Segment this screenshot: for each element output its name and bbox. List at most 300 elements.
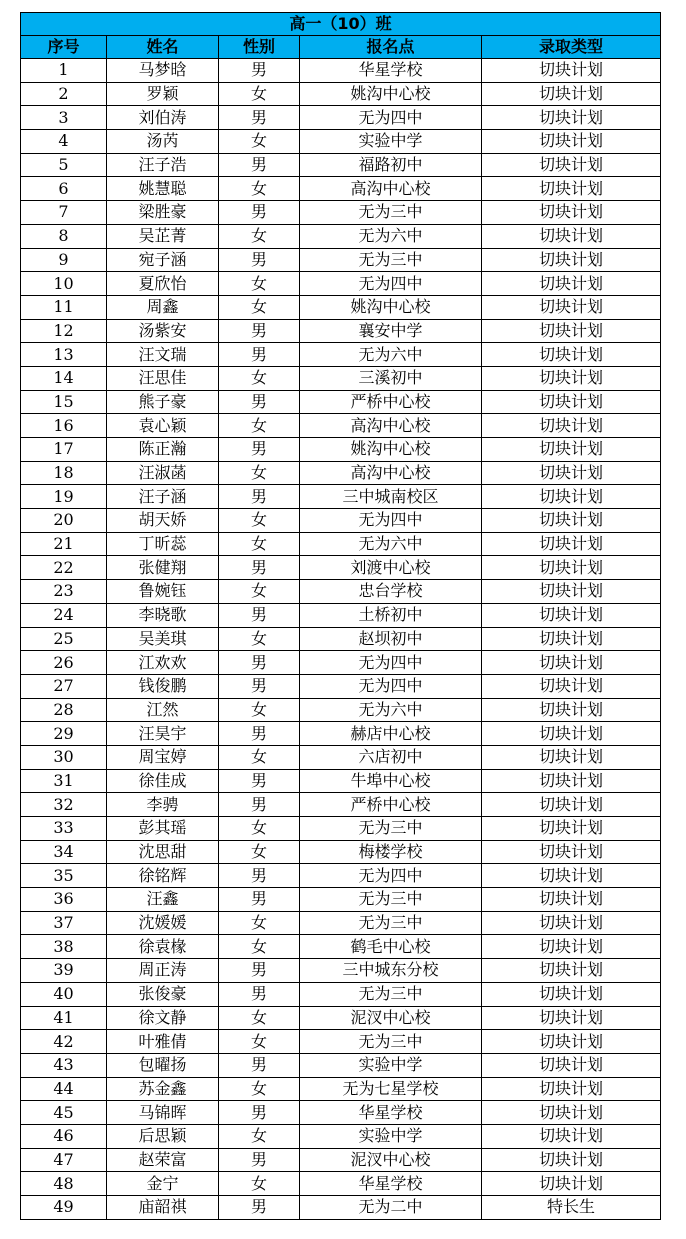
cell-gender: 女 bbox=[219, 366, 300, 390]
cell-index: 1 bbox=[21, 59, 107, 83]
table-title: 高一（10）班 bbox=[21, 13, 661, 36]
cell-admission-type: 切块计划 bbox=[482, 911, 661, 935]
cell-gender: 女 bbox=[219, 224, 300, 248]
table-row bbox=[21, 295, 661, 319]
cell-registration-site: 福路初中 bbox=[300, 153, 482, 177]
cell-gender: 女 bbox=[219, 1077, 300, 1101]
cell-admission-type: 切块计划 bbox=[482, 603, 661, 627]
cell-admission-type: 切块计划 bbox=[482, 414, 661, 438]
cell-admission-type: 切块计划 bbox=[482, 366, 661, 390]
table-row bbox=[21, 532, 661, 556]
cell-admission-type: 切块计划 bbox=[482, 580, 661, 604]
cell-registration-site: 无为六中 bbox=[300, 532, 482, 556]
cell-index: 26 bbox=[21, 651, 107, 675]
cell-registration-site: 忠台学校 bbox=[300, 580, 482, 604]
cell-name: 徐文静 bbox=[107, 1006, 219, 1030]
cell-gender: 男 bbox=[219, 390, 300, 414]
cell-name: 李晓歌 bbox=[107, 603, 219, 627]
cell-name: 周鑫 bbox=[107, 295, 219, 319]
cell-gender: 女 bbox=[219, 627, 300, 651]
cell-admission-type: 切块计划 bbox=[482, 1006, 661, 1030]
cell-gender: 女 bbox=[219, 509, 300, 533]
cell-gender: 男 bbox=[219, 248, 300, 272]
cell-registration-site: 泥汊中心校 bbox=[300, 1148, 482, 1172]
cell-index: 31 bbox=[21, 769, 107, 793]
cell-admission-type: 切块计划 bbox=[482, 59, 661, 83]
table-row bbox=[21, 1101, 661, 1125]
cell-registration-site: 六店初中 bbox=[300, 745, 482, 769]
table-row bbox=[21, 603, 661, 627]
cell-name: 熊子豪 bbox=[107, 390, 219, 414]
table-row bbox=[21, 177, 661, 201]
cell-index: 12 bbox=[21, 319, 107, 343]
cell-admission-type: 切块计划 bbox=[482, 224, 661, 248]
cell-registration-site: 无为六中 bbox=[300, 343, 482, 367]
cell-admission-type: 切块计划 bbox=[482, 438, 661, 462]
cell-registration-site: 土桥初中 bbox=[300, 603, 482, 627]
cell-index: 10 bbox=[21, 272, 107, 296]
cell-name: 包曜扬 bbox=[107, 1053, 219, 1077]
table-row bbox=[21, 1196, 661, 1220]
cell-registration-site: 无为六中 bbox=[300, 224, 482, 248]
cell-registration-site: 严桥中心校 bbox=[300, 390, 482, 414]
table-row bbox=[21, 461, 661, 485]
cell-registration-site: 襄安中学 bbox=[300, 319, 482, 343]
table-row bbox=[21, 1006, 661, 1030]
table-header-row bbox=[21, 36, 661, 59]
cell-index: 5 bbox=[21, 153, 107, 177]
table-row bbox=[21, 959, 661, 983]
cell-registration-site: 无为四中 bbox=[300, 674, 482, 698]
cell-gender: 女 bbox=[219, 1006, 300, 1030]
cell-registration-site: 实验中学 bbox=[300, 1053, 482, 1077]
cell-registration-site: 无为三中 bbox=[300, 248, 482, 272]
cell-index: 41 bbox=[21, 1006, 107, 1030]
cell-admission-type: 切块计划 bbox=[482, 1030, 661, 1054]
cell-name: 徐佳成 bbox=[107, 769, 219, 793]
table-row bbox=[21, 153, 661, 177]
cell-name: 金宁 bbox=[107, 1172, 219, 1196]
cell-registration-site: 无为四中 bbox=[300, 651, 482, 675]
table-row bbox=[21, 769, 661, 793]
table-row bbox=[21, 888, 661, 912]
cell-gender: 女 bbox=[219, 840, 300, 864]
cell-admission-type: 切块计划 bbox=[482, 153, 661, 177]
cell-index: 35 bbox=[21, 864, 107, 888]
cell-gender: 女 bbox=[219, 911, 300, 935]
cell-admission-type: 切块计划 bbox=[482, 959, 661, 983]
cell-gender: 男 bbox=[219, 888, 300, 912]
table-row bbox=[21, 224, 661, 248]
cell-gender: 女 bbox=[219, 1172, 300, 1196]
cell-name: 胡天娇 bbox=[107, 509, 219, 533]
table-row bbox=[21, 130, 661, 154]
cell-index: 47 bbox=[21, 1148, 107, 1172]
cell-gender: 女 bbox=[219, 1030, 300, 1054]
column-header-registration-site: 报名点 bbox=[300, 36, 482, 59]
table-row bbox=[21, 414, 661, 438]
cell-gender: 女 bbox=[219, 580, 300, 604]
cell-gender: 男 bbox=[219, 1053, 300, 1077]
cell-index: 32 bbox=[21, 793, 107, 817]
cell-index: 2 bbox=[21, 82, 107, 106]
column-header-gender: 性别 bbox=[219, 36, 300, 59]
cell-index: 11 bbox=[21, 295, 107, 319]
cell-index: 25 bbox=[21, 627, 107, 651]
cell-index: 45 bbox=[21, 1101, 107, 1125]
cell-admission-type: 切块计划 bbox=[482, 651, 661, 675]
table-row bbox=[21, 59, 661, 83]
cell-gender: 女 bbox=[219, 130, 300, 154]
table-body bbox=[21, 59, 661, 1220]
cell-name: 后思颖 bbox=[107, 1124, 219, 1148]
cell-name: 叶雅倩 bbox=[107, 1030, 219, 1054]
cell-name: 梁胜豪 bbox=[107, 201, 219, 225]
cell-name: 吴美琪 bbox=[107, 627, 219, 651]
cell-registration-site: 牛埠中心校 bbox=[300, 769, 482, 793]
table-row bbox=[21, 509, 661, 533]
cell-index: 28 bbox=[21, 698, 107, 722]
table-row bbox=[21, 1030, 661, 1054]
cell-gender: 男 bbox=[219, 153, 300, 177]
cell-name: 李骋 bbox=[107, 793, 219, 817]
table-row bbox=[21, 935, 661, 959]
cell-gender: 女 bbox=[219, 817, 300, 841]
cell-gender: 男 bbox=[219, 343, 300, 367]
table-row bbox=[21, 343, 661, 367]
cell-gender: 男 bbox=[219, 1196, 300, 1220]
cell-registration-site: 无为四中 bbox=[300, 509, 482, 533]
cell-gender: 男 bbox=[219, 603, 300, 627]
cell-name: 江欢欢 bbox=[107, 651, 219, 675]
table-row bbox=[21, 745, 661, 769]
cell-registration-site: 三溪初中 bbox=[300, 366, 482, 390]
cell-index: 21 bbox=[21, 532, 107, 556]
cell-registration-site: 赵坝初中 bbox=[300, 627, 482, 651]
cell-admission-type: 切块计划 bbox=[482, 1101, 661, 1125]
cell-index: 9 bbox=[21, 248, 107, 272]
cell-name: 徐铭辉 bbox=[107, 864, 219, 888]
cell-admission-type: 切块计划 bbox=[482, 509, 661, 533]
cell-admission-type: 切块计划 bbox=[482, 201, 661, 225]
cell-index: 37 bbox=[21, 911, 107, 935]
cell-name: 汪子涵 bbox=[107, 485, 219, 509]
cell-admission-type: 切块计划 bbox=[482, 674, 661, 698]
cell-admission-type: 切块计划 bbox=[482, 1148, 661, 1172]
table-row bbox=[21, 651, 661, 675]
cell-registration-site: 高沟中心校 bbox=[300, 177, 482, 201]
cell-name: 马锦晖 bbox=[107, 1101, 219, 1125]
cell-index: 8 bbox=[21, 224, 107, 248]
cell-registration-site: 泥汊中心校 bbox=[300, 1006, 482, 1030]
table-row bbox=[21, 1053, 661, 1077]
cell-admission-type: 切块计划 bbox=[482, 319, 661, 343]
cell-registration-site: 无为四中 bbox=[300, 106, 482, 130]
column-header-admission-type: 录取类型 bbox=[482, 36, 661, 59]
cell-admission-type: 切块计划 bbox=[482, 793, 661, 817]
cell-gender: 女 bbox=[219, 532, 300, 556]
cell-admission-type: 切块计划 bbox=[482, 840, 661, 864]
cell-index: 48 bbox=[21, 1172, 107, 1196]
cell-gender: 男 bbox=[219, 674, 300, 698]
cell-admission-type: 切块计划 bbox=[482, 698, 661, 722]
cell-index: 38 bbox=[21, 935, 107, 959]
cell-name: 鲁婉钰 bbox=[107, 580, 219, 604]
cell-index: 34 bbox=[21, 840, 107, 864]
cell-index: 29 bbox=[21, 722, 107, 746]
table-row bbox=[21, 485, 661, 509]
cell-gender: 男 bbox=[219, 106, 300, 130]
cell-registration-site: 姚沟中心校 bbox=[300, 438, 482, 462]
column-header-index: 序号 bbox=[21, 36, 107, 59]
cell-gender: 男 bbox=[219, 201, 300, 225]
cell-name: 徐袁椽 bbox=[107, 935, 219, 959]
cell-index: 13 bbox=[21, 343, 107, 367]
table-row bbox=[21, 272, 661, 296]
table-row bbox=[21, 201, 661, 225]
cell-registration-site: 三中城南校区 bbox=[300, 485, 482, 509]
cell-index: 33 bbox=[21, 817, 107, 841]
cell-registration-site: 梅楼学校 bbox=[300, 840, 482, 864]
cell-admission-type: 切块计划 bbox=[482, 177, 661, 201]
cell-index: 39 bbox=[21, 959, 107, 983]
table-row bbox=[21, 627, 661, 651]
cell-registration-site: 三中城东分校 bbox=[300, 959, 482, 983]
cell-registration-site: 华星学校 bbox=[300, 59, 482, 83]
cell-index: 24 bbox=[21, 603, 107, 627]
cell-admission-type: 切块计划 bbox=[482, 461, 661, 485]
cell-gender: 男 bbox=[219, 793, 300, 817]
cell-name: 钱俊鹏 bbox=[107, 674, 219, 698]
cell-name: 宛子涵 bbox=[107, 248, 219, 272]
cell-name: 汤芮 bbox=[107, 130, 219, 154]
cell-registration-site: 姚沟中心校 bbox=[300, 295, 482, 319]
cell-gender: 女 bbox=[219, 295, 300, 319]
cell-name: 汪子浩 bbox=[107, 153, 219, 177]
cell-gender: 女 bbox=[219, 1124, 300, 1148]
cell-admission-type: 切块计划 bbox=[482, 888, 661, 912]
table-row bbox=[21, 366, 661, 390]
cell-name: 汪思佳 bbox=[107, 366, 219, 390]
cell-registration-site: 赫店中心校 bbox=[300, 722, 482, 746]
cell-index: 22 bbox=[21, 556, 107, 580]
cell-index: 19 bbox=[21, 485, 107, 509]
cell-admission-type: 切块计划 bbox=[482, 556, 661, 580]
cell-index: 17 bbox=[21, 438, 107, 462]
cell-registration-site: 高沟中心校 bbox=[300, 461, 482, 485]
cell-name: 周正涛 bbox=[107, 959, 219, 983]
cell-admission-type: 切块计划 bbox=[482, 343, 661, 367]
cell-name: 罗颖 bbox=[107, 82, 219, 106]
cell-index: 42 bbox=[21, 1030, 107, 1054]
cell-index: 18 bbox=[21, 461, 107, 485]
cell-index: 23 bbox=[21, 580, 107, 604]
table-row bbox=[21, 674, 661, 698]
cell-gender: 女 bbox=[219, 698, 300, 722]
table-row bbox=[21, 793, 661, 817]
cell-name: 夏欣怡 bbox=[107, 272, 219, 296]
cell-admission-type: 切块计划 bbox=[482, 722, 661, 746]
cell-registration-site: 无为四中 bbox=[300, 864, 482, 888]
cell-index: 15 bbox=[21, 390, 107, 414]
class-roster-table bbox=[20, 12, 661, 1220]
cell-registration-site: 无为三中 bbox=[300, 1030, 482, 1054]
cell-gender: 男 bbox=[219, 864, 300, 888]
table-row bbox=[21, 1077, 661, 1101]
cell-admission-type: 切块计划 bbox=[482, 982, 661, 1006]
cell-name: 赵荣富 bbox=[107, 1148, 219, 1172]
cell-admission-type: 切块计划 bbox=[482, 1172, 661, 1196]
cell-gender: 男 bbox=[219, 769, 300, 793]
cell-index: 44 bbox=[21, 1077, 107, 1101]
table-row bbox=[21, 390, 661, 414]
table-row bbox=[21, 1172, 661, 1196]
cell-registration-site: 无为四中 bbox=[300, 272, 482, 296]
cell-registration-site: 无为二中 bbox=[300, 1196, 482, 1220]
cell-admission-type: 切块计划 bbox=[482, 627, 661, 651]
cell-name: 刘伯涛 bbox=[107, 106, 219, 130]
cell-registration-site: 高沟中心校 bbox=[300, 414, 482, 438]
cell-gender: 男 bbox=[219, 982, 300, 1006]
cell-index: 7 bbox=[21, 201, 107, 225]
cell-name: 汪文瑞 bbox=[107, 343, 219, 367]
table-row bbox=[21, 438, 661, 462]
cell-name: 丁昕蕊 bbox=[107, 532, 219, 556]
cell-name: 汪淑菡 bbox=[107, 461, 219, 485]
cell-admission-type: 切块计划 bbox=[482, 769, 661, 793]
cell-name: 张俊豪 bbox=[107, 982, 219, 1006]
table-row bbox=[21, 580, 661, 604]
cell-registration-site: 刘渡中心校 bbox=[300, 556, 482, 580]
table-row bbox=[21, 911, 661, 935]
cell-name: 吴芷菁 bbox=[107, 224, 219, 248]
cell-admission-type: 切块计划 bbox=[482, 295, 661, 319]
cell-gender: 男 bbox=[219, 722, 300, 746]
cell-admission-type: 切块计划 bbox=[482, 106, 661, 130]
cell-name: 周宝婷 bbox=[107, 745, 219, 769]
table-row bbox=[21, 840, 661, 864]
cell-admission-type: 切块计划 bbox=[482, 935, 661, 959]
cell-index: 27 bbox=[21, 674, 107, 698]
cell-name: 彭其瑶 bbox=[107, 817, 219, 841]
table-title-row bbox=[21, 13, 661, 36]
cell-registration-site: 无为三中 bbox=[300, 911, 482, 935]
cell-index: 40 bbox=[21, 982, 107, 1006]
cell-name: 马梦晗 bbox=[107, 59, 219, 83]
cell-name: 汤紫安 bbox=[107, 319, 219, 343]
cell-gender: 男 bbox=[219, 319, 300, 343]
cell-gender: 女 bbox=[219, 272, 300, 296]
cell-registration-site: 华星学校 bbox=[300, 1101, 482, 1125]
cell-gender: 男 bbox=[219, 556, 300, 580]
table-row bbox=[21, 248, 661, 272]
table-row bbox=[21, 817, 661, 841]
cell-admission-type: 切块计划 bbox=[482, 864, 661, 888]
cell-name: 沈思甜 bbox=[107, 840, 219, 864]
cell-admission-type: 切块计划 bbox=[482, 817, 661, 841]
cell-gender: 男 bbox=[219, 959, 300, 983]
cell-gender: 女 bbox=[219, 414, 300, 438]
cell-name: 张健翔 bbox=[107, 556, 219, 580]
cell-name: 姚慧聪 bbox=[107, 177, 219, 201]
cell-gender: 女 bbox=[219, 82, 300, 106]
cell-gender: 男 bbox=[219, 438, 300, 462]
cell-name: 汪昊宇 bbox=[107, 722, 219, 746]
cell-name: 袁心颖 bbox=[107, 414, 219, 438]
cell-index: 49 bbox=[21, 1196, 107, 1220]
cell-gender: 男 bbox=[219, 1101, 300, 1125]
cell-gender: 男 bbox=[219, 59, 300, 83]
cell-admission-type: 切块计划 bbox=[482, 1077, 661, 1101]
cell-admission-type: 切块计划 bbox=[482, 1053, 661, 1077]
cell-name: 江然 bbox=[107, 698, 219, 722]
table-row bbox=[21, 106, 661, 130]
cell-registration-site: 无为三中 bbox=[300, 201, 482, 225]
cell-registration-site: 无为六中 bbox=[300, 698, 482, 722]
cell-index: 4 bbox=[21, 130, 107, 154]
table-row bbox=[21, 864, 661, 888]
cell-name: 汪鑫 bbox=[107, 888, 219, 912]
cell-name: 沈媛媛 bbox=[107, 911, 219, 935]
cell-registration-site: 无为三中 bbox=[300, 982, 482, 1006]
cell-name: 陈正瀚 bbox=[107, 438, 219, 462]
cell-index: 30 bbox=[21, 745, 107, 769]
cell-gender: 男 bbox=[219, 651, 300, 675]
cell-index: 20 bbox=[21, 509, 107, 533]
cell-index: 46 bbox=[21, 1124, 107, 1148]
cell-admission-type: 切块计划 bbox=[482, 390, 661, 414]
cell-registration-site: 姚沟中心校 bbox=[300, 82, 482, 106]
cell-registration-site: 无为三中 bbox=[300, 888, 482, 912]
cell-registration-site: 鹤毛中心校 bbox=[300, 935, 482, 959]
table-row bbox=[21, 722, 661, 746]
cell-admission-type: 特长生 bbox=[482, 1196, 661, 1220]
cell-registration-site: 无为三中 bbox=[300, 817, 482, 841]
cell-admission-type: 切块计划 bbox=[482, 745, 661, 769]
table-row bbox=[21, 698, 661, 722]
cell-admission-type: 切块计划 bbox=[482, 82, 661, 106]
cell-registration-site: 华星学校 bbox=[300, 1172, 482, 1196]
cell-admission-type: 切块计划 bbox=[482, 485, 661, 509]
cell-gender: 女 bbox=[219, 177, 300, 201]
cell-admission-type: 切块计划 bbox=[482, 1124, 661, 1148]
cell-name: 庙韶祺 bbox=[107, 1196, 219, 1220]
cell-gender: 女 bbox=[219, 745, 300, 769]
cell-admission-type: 切块计划 bbox=[482, 532, 661, 556]
table-row bbox=[21, 82, 661, 106]
table-row bbox=[21, 556, 661, 580]
cell-gender: 男 bbox=[219, 1148, 300, 1172]
table-row bbox=[21, 1124, 661, 1148]
cell-registration-site: 无为七星学校 bbox=[300, 1077, 482, 1101]
column-header-name: 姓名 bbox=[107, 36, 219, 59]
cell-registration-site: 严桥中心校 bbox=[300, 793, 482, 817]
cell-name: 苏金鑫 bbox=[107, 1077, 219, 1101]
cell-registration-site: 实验中学 bbox=[300, 1124, 482, 1148]
cell-index: 14 bbox=[21, 366, 107, 390]
cell-index: 36 bbox=[21, 888, 107, 912]
cell-gender: 女 bbox=[219, 461, 300, 485]
table-row bbox=[21, 1148, 661, 1172]
cell-index: 6 bbox=[21, 177, 107, 201]
cell-admission-type: 切块计划 bbox=[482, 130, 661, 154]
cell-index: 16 bbox=[21, 414, 107, 438]
cell-gender: 女 bbox=[219, 935, 300, 959]
table-row bbox=[21, 982, 661, 1006]
table-row bbox=[21, 319, 661, 343]
cell-admission-type: 切块计划 bbox=[482, 248, 661, 272]
cell-index: 3 bbox=[21, 106, 107, 130]
